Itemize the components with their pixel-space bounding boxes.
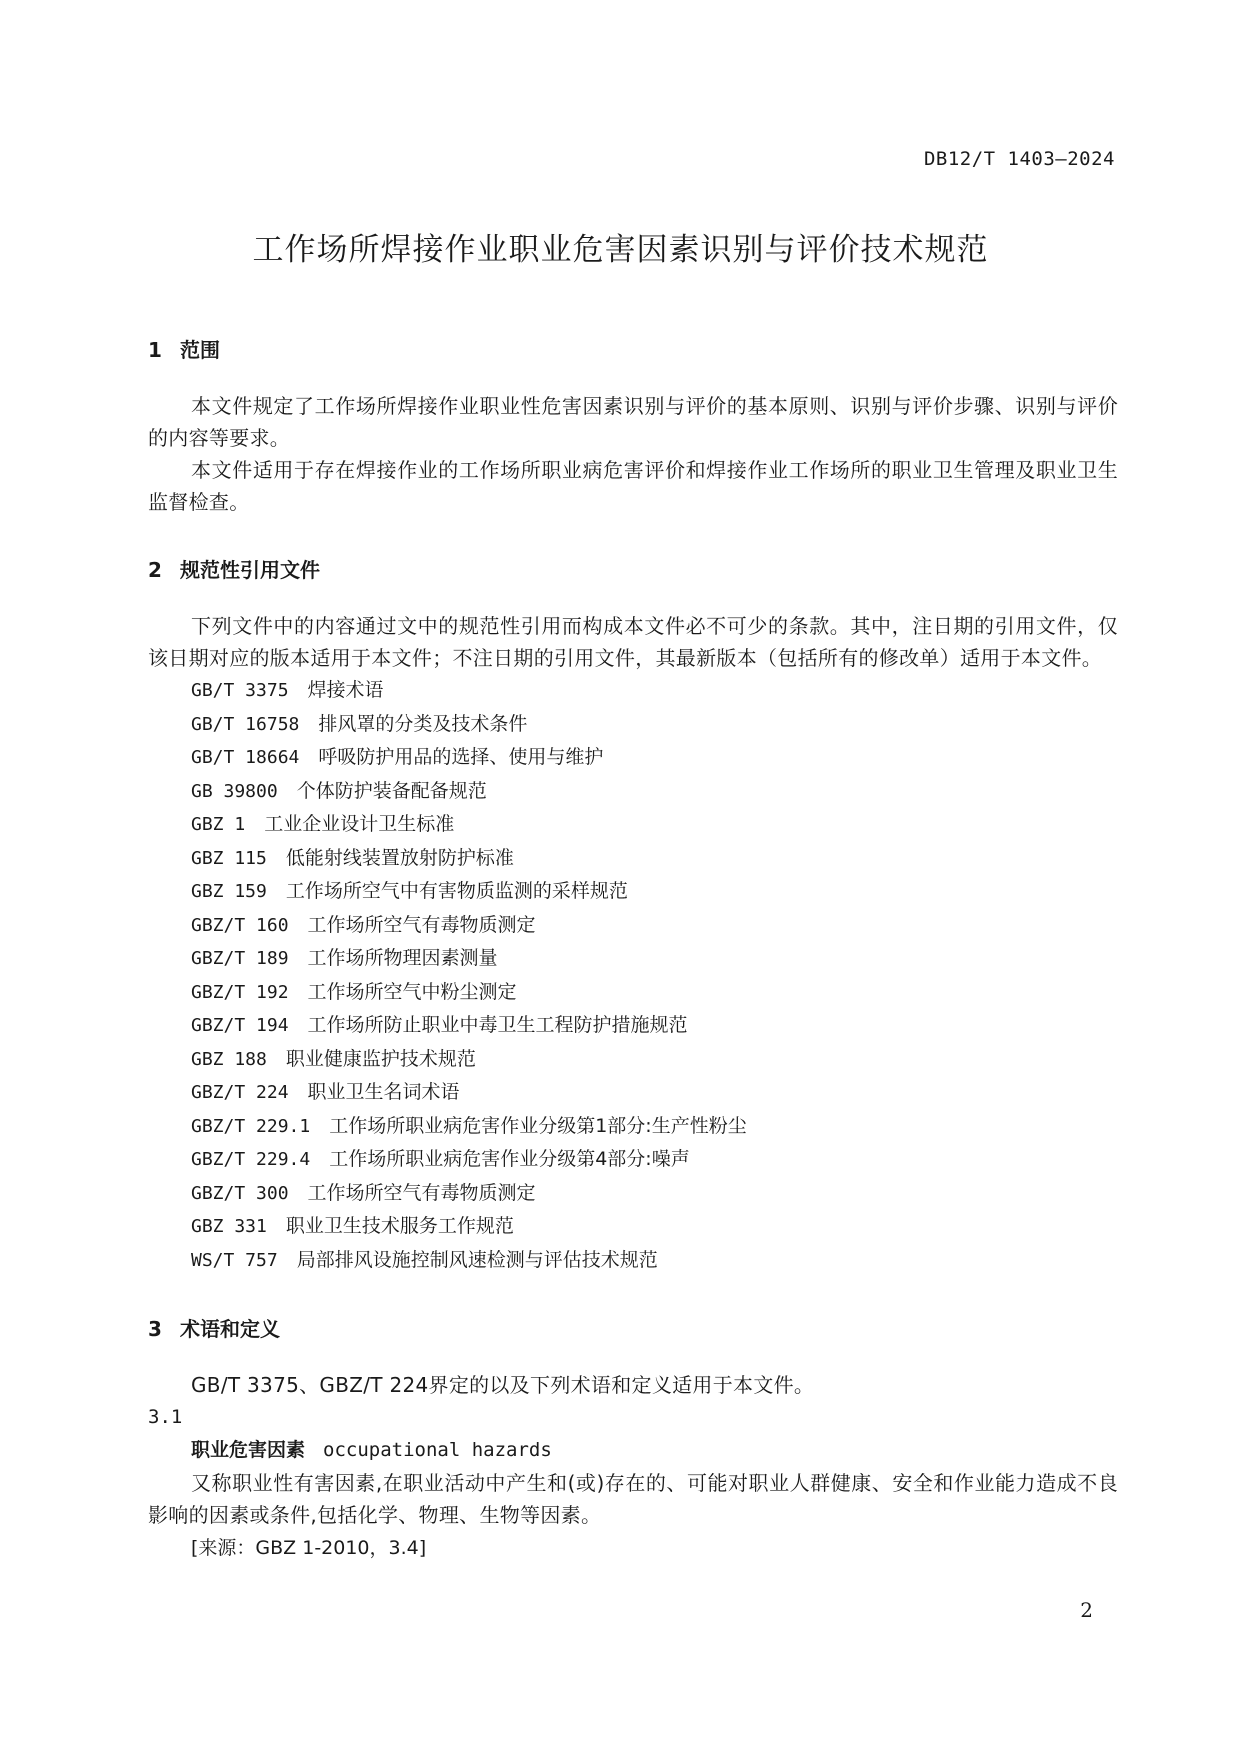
reference-code: GBZ/T 189 bbox=[191, 948, 289, 969]
reference-code: GBZ/T 229.4 bbox=[191, 1149, 311, 1170]
reference-item bbox=[148, 1210, 1118, 1244]
reference-code: GBZ 188 bbox=[191, 1048, 267, 1070]
reference-name: 工作场所职业病危害作业分级第1部分:生产性粉尘 bbox=[329, 1114, 747, 1137]
reference-item bbox=[148, 808, 1118, 842]
section-2-title: 规范性引用文件 bbox=[180, 558, 320, 582]
reference-name: 工作场所空气中有害物质监测的采样规范 bbox=[285, 880, 628, 902]
reference-item bbox=[148, 909, 1118, 943]
reference-item bbox=[148, 674, 1118, 708]
reference-code: GBZ 159 bbox=[191, 881, 267, 902]
section-2-number: 2 bbox=[148, 558, 162, 582]
reference-name: 工作场所防止职业中毒卫生工程防护措施规范 bbox=[307, 1014, 688, 1036]
reference-item bbox=[148, 942, 1118, 976]
reference-code: GBZ/T 192 bbox=[191, 981, 289, 1003]
section-3-title: 术语和定义 bbox=[180, 1317, 280, 1341]
document-code: DB12/T 1403—2024 bbox=[923, 148, 1115, 170]
reference-item bbox=[148, 741, 1118, 775]
reference-code: GBZ 1 bbox=[191, 814, 246, 835]
section-1-title: 范围 bbox=[180, 338, 220, 362]
reference-name: 焊接术语 bbox=[307, 679, 384, 701]
normative-reference-list bbox=[148, 674, 1118, 1277]
reference-code: GB/T 3375 bbox=[191, 680, 289, 701]
reference-code: GB/T 18664 bbox=[191, 747, 300, 768]
reference-code: GBZ 115 bbox=[191, 847, 267, 869]
reference-code: GBZ/T 300 bbox=[191, 1182, 289, 1204]
reference-code: GBZ/T 194 bbox=[191, 1015, 289, 1036]
reference-item bbox=[148, 1043, 1118, 1077]
reference-name: 工作场所空气中粉尘测定 bbox=[307, 980, 517, 1003]
reference-item bbox=[148, 775, 1118, 809]
section-2-heading bbox=[148, 554, 1118, 586]
reference-code: WS/T 757 bbox=[191, 1249, 278, 1271]
term-name-zh: 职业危害因素 bbox=[191, 1439, 306, 1461]
reference-name: 呼吸防护用品的选择、使用与维护 bbox=[318, 746, 604, 768]
reference-code: GBZ/T 229.1 bbox=[191, 1115, 311, 1137]
reference-name: 排风罩的分类及技术条件 bbox=[318, 712, 528, 735]
term-definition: 又称职业性有害因素,在职业活动中产生和(或)存在的、可能对职业人群健康、安全和作业能力造成不良影响的因素或条件,包括化学、物理、生物等因素。 bbox=[148, 1471, 1118, 1527]
reference-name: 局部排风设施控制风速检测与评估技术规范 bbox=[296, 1248, 658, 1271]
reference-item bbox=[148, 1009, 1118, 1043]
reference-name: 低能射线装置放射防护标准 bbox=[285, 846, 514, 869]
term-number: 3.1 bbox=[148, 1406, 183, 1428]
section-1-paragraph-2: 本文件适用于存在焊接作业的工作场所职业病危害评价和焊接作业工作场所的职业卫生管理及职业卫生监督检查。 bbox=[148, 458, 1118, 514]
document-title: 工作场所焊接作业职业危害因素识别与评价技术规范 bbox=[252, 232, 989, 268]
page-number: 2 bbox=[1080, 1598, 1093, 1622]
reference-item bbox=[148, 1143, 1118, 1177]
reference-item bbox=[148, 708, 1118, 742]
section-2-intro: 下列文件中的内容通过文中的规范性引用而构成本文件必不可少的条款。其中，注日期的引用文件，仅该日期对应的版本适用于本文件；不注日期的引用文件，其最新版本（包括所有的修改单）适用于本文件。 bbox=[148, 614, 1118, 670]
reference-item bbox=[148, 976, 1118, 1010]
reference-name: 个体防护装备配备规范 bbox=[296, 779, 487, 802]
section-1-number: 1 bbox=[148, 338, 162, 362]
section-3-intro: GB/T 3375、GBZ/T 224界定的以及下列术语和定义适用于本文件。 bbox=[191, 1373, 815, 1397]
reference-item bbox=[148, 1177, 1118, 1211]
reference-item bbox=[148, 1244, 1118, 1278]
reference-code: GB/T 16758 bbox=[191, 713, 300, 735]
section-1-heading bbox=[148, 334, 1118, 366]
section-1-paragraph-1: 本文件规定了工作场所焊接作业职业性危害因素识别与评价的基本原则、识别与评价步骤、识别与评价的内容等要求。 bbox=[148, 394, 1118, 450]
reference-code: GBZ 331 bbox=[191, 1216, 267, 1237]
reference-code: GBZ/T 224 bbox=[191, 1082, 289, 1103]
reference-name: 职业健康监护技术规范 bbox=[285, 1047, 476, 1070]
term-source: [来源：GBZ 1-2010，3.4] bbox=[191, 1537, 427, 1559]
reference-item bbox=[148, 1076, 1118, 1110]
document-body bbox=[148, 334, 1118, 1565]
reference-name: 工作场所空气有毒物质测定 bbox=[307, 913, 536, 936]
term-name-en: occupational hazards bbox=[323, 1439, 552, 1461]
reference-item bbox=[148, 1110, 1118, 1144]
reference-name: 职业卫生名词术语 bbox=[307, 1081, 460, 1103]
reference-item bbox=[148, 875, 1118, 909]
term-title bbox=[148, 1433, 1118, 1467]
reference-name: 工作场所空气有毒物质测定 bbox=[307, 1181, 536, 1204]
reference-code: GBZ/T 160 bbox=[191, 914, 289, 936]
reference-code: GB 39800 bbox=[191, 780, 278, 802]
reference-name: 工作场所职业病危害作业分级第4部分:噪声 bbox=[329, 1148, 690, 1170]
section-3-number: 3 bbox=[148, 1317, 162, 1341]
reference-name: 工作场所物理因素测量 bbox=[307, 947, 498, 969]
reference-item bbox=[148, 842, 1118, 876]
reference-name: 职业卫生技术服务工作规范 bbox=[285, 1215, 514, 1237]
section-3-heading bbox=[148, 1313, 1118, 1345]
reference-name: 工业企业设计卫生标准 bbox=[264, 813, 455, 835]
